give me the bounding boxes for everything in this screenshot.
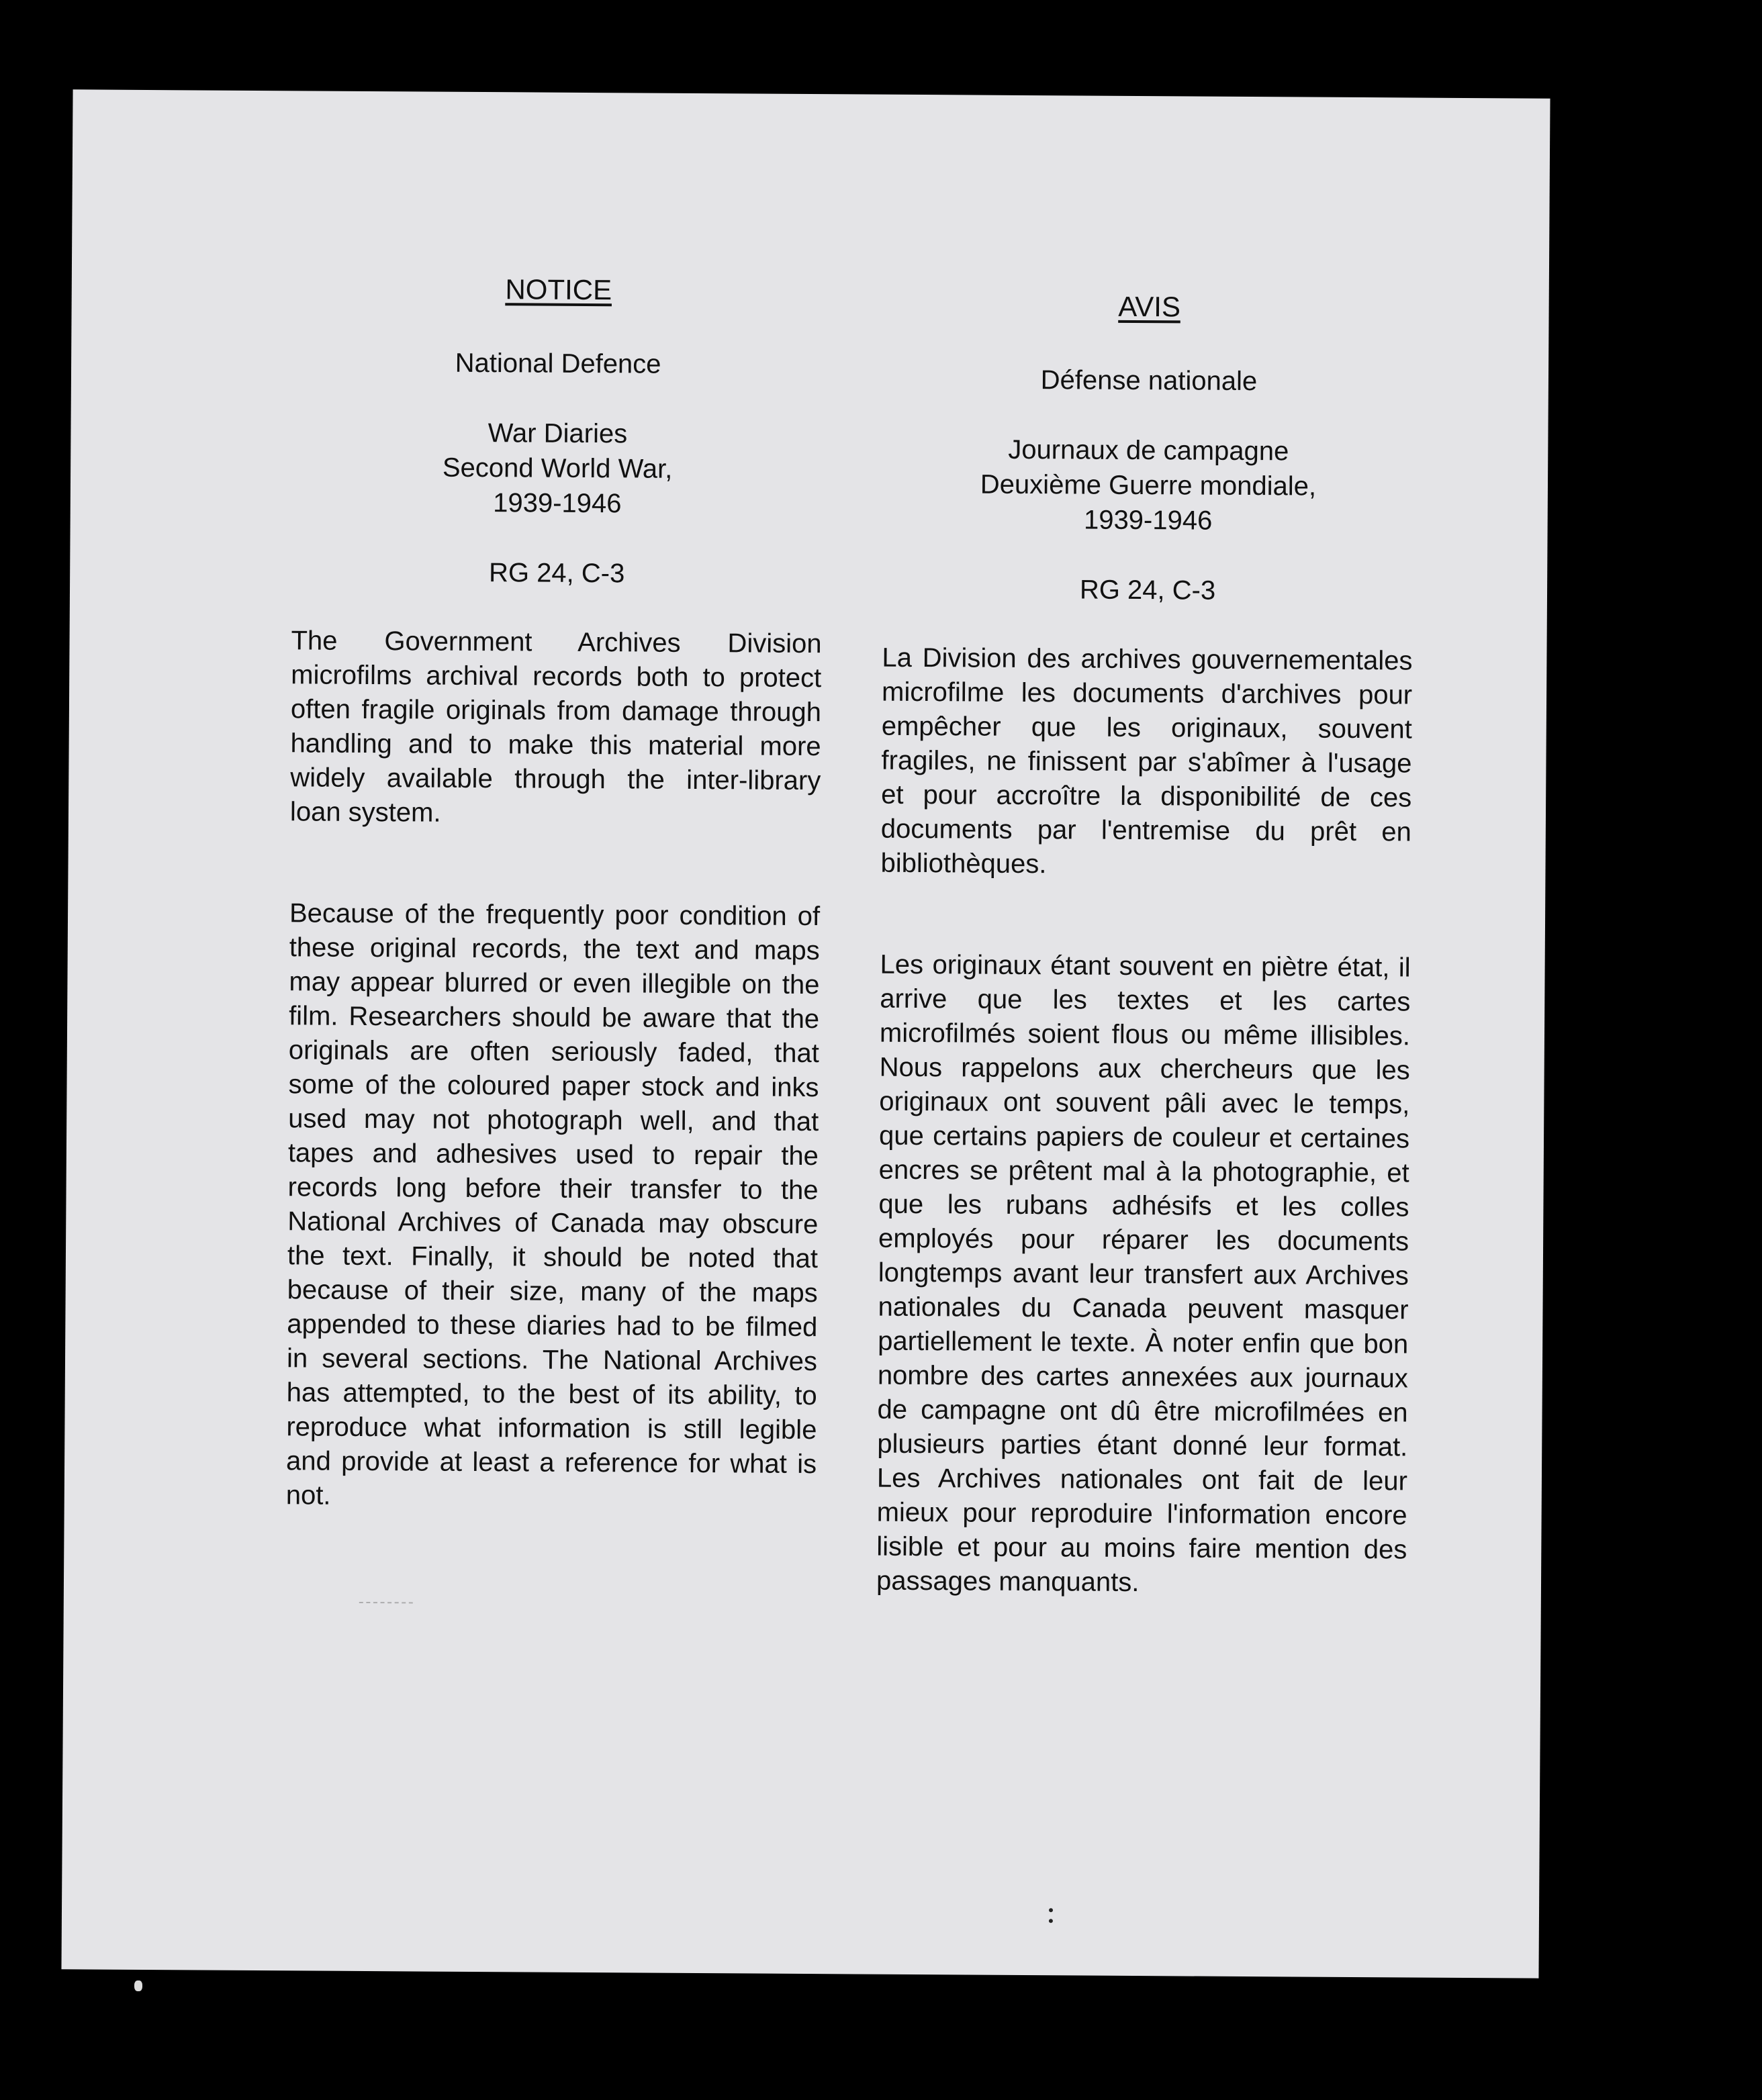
english-notice-column — [285, 272, 824, 1583]
english-title — [292, 414, 823, 522]
french-paragraph-2: Les originaux étant souvent en piètre état, il arrive que les textes et les cartes microfilmés soient flous ou même illisibles. Nous rappelons aux chercheurs que les originaux ont souvent pâli avec le temps, que certains papiers de couleur et certaines encres se prêtent mal à la photographie, et que les rubans adhésifs et les colles employés pour réparer les documents longtemps avant leur transfert aux Archives nationales du Canada peuvent masquer partiellement le texte. À noter enfin que bon nombre des cartes annexées aux journaux de campagne ont dû être microfilmées en plusieurs parties étant donné leur format. Les Archives nationales ont fait de leur mieux pour reproduire l'information encore lisible et pour au moins faire mention des passages manquants. — [876, 949, 1411, 1598]
english-paragraph-2: Because of the frequently poor condition of these original records, the text and maps may appear blurred or even illegible on the film. Researchers should be aware that the originals are often seriously faded, that some of the coloured paper stock and inks used may not photograph well, and that tapes and adhesives used to repair the records long before their transfer to the National Archives of Canada may obscure the text. Finally, it should be noted that because of their size, many of the maps appended to these diaries had to be filmed in several sections. The National Archives has attempted, to the best of its ability, to reproduce what information is still legible and provide at least a reference for what is not. — [285, 898, 821, 1511]
scan-dots — [1049, 1908, 1054, 1928]
french-department: Défense nationale — [1040, 365, 1258, 397]
english-heading: NOTICE — [505, 273, 612, 306]
french-heading: AVIS — [1118, 290, 1181, 323]
english-paragraph-1: The Government Archives Division microfilms archival records both to protect often fragile originals from damage through handling and to make this material more widely available through the inter-library loan system. — [289, 626, 822, 828]
english-title-line: 1939-1946 — [493, 488, 622, 519]
french-reference: RG 24, C-3 — [1079, 575, 1216, 606]
french-title-line: 1939-1946 — [1083, 505, 1213, 536]
film-edge-mark — [134, 1980, 142, 1991]
english-title-line: War Diaries — [488, 418, 628, 449]
french-title-line: Journaux de campagne — [1008, 434, 1289, 467]
document-page — [61, 89, 1550, 1978]
french-paragraph-1: La Division des archives gouvernementales microfilme les documents d'archives pour empêcher que les originaux, souvent fragiles, ne finissent par s'abîmer à l'usage et pour accroître la disponibilité de ces documents par l'entremise du prêt en bibliothèques. — [880, 642, 1413, 879]
english-department: National Defence — [455, 348, 661, 379]
french-title-line: Deuxième Guerre mondiale, — [980, 469, 1317, 502]
english-reference: RG 24, C-3 — [488, 558, 625, 589]
french-avis-column — [876, 289, 1415, 1669]
french-title — [883, 432, 1414, 540]
scan-artifact — [359, 1602, 413, 1617]
english-title-line: Second World War, — [442, 452, 673, 484]
